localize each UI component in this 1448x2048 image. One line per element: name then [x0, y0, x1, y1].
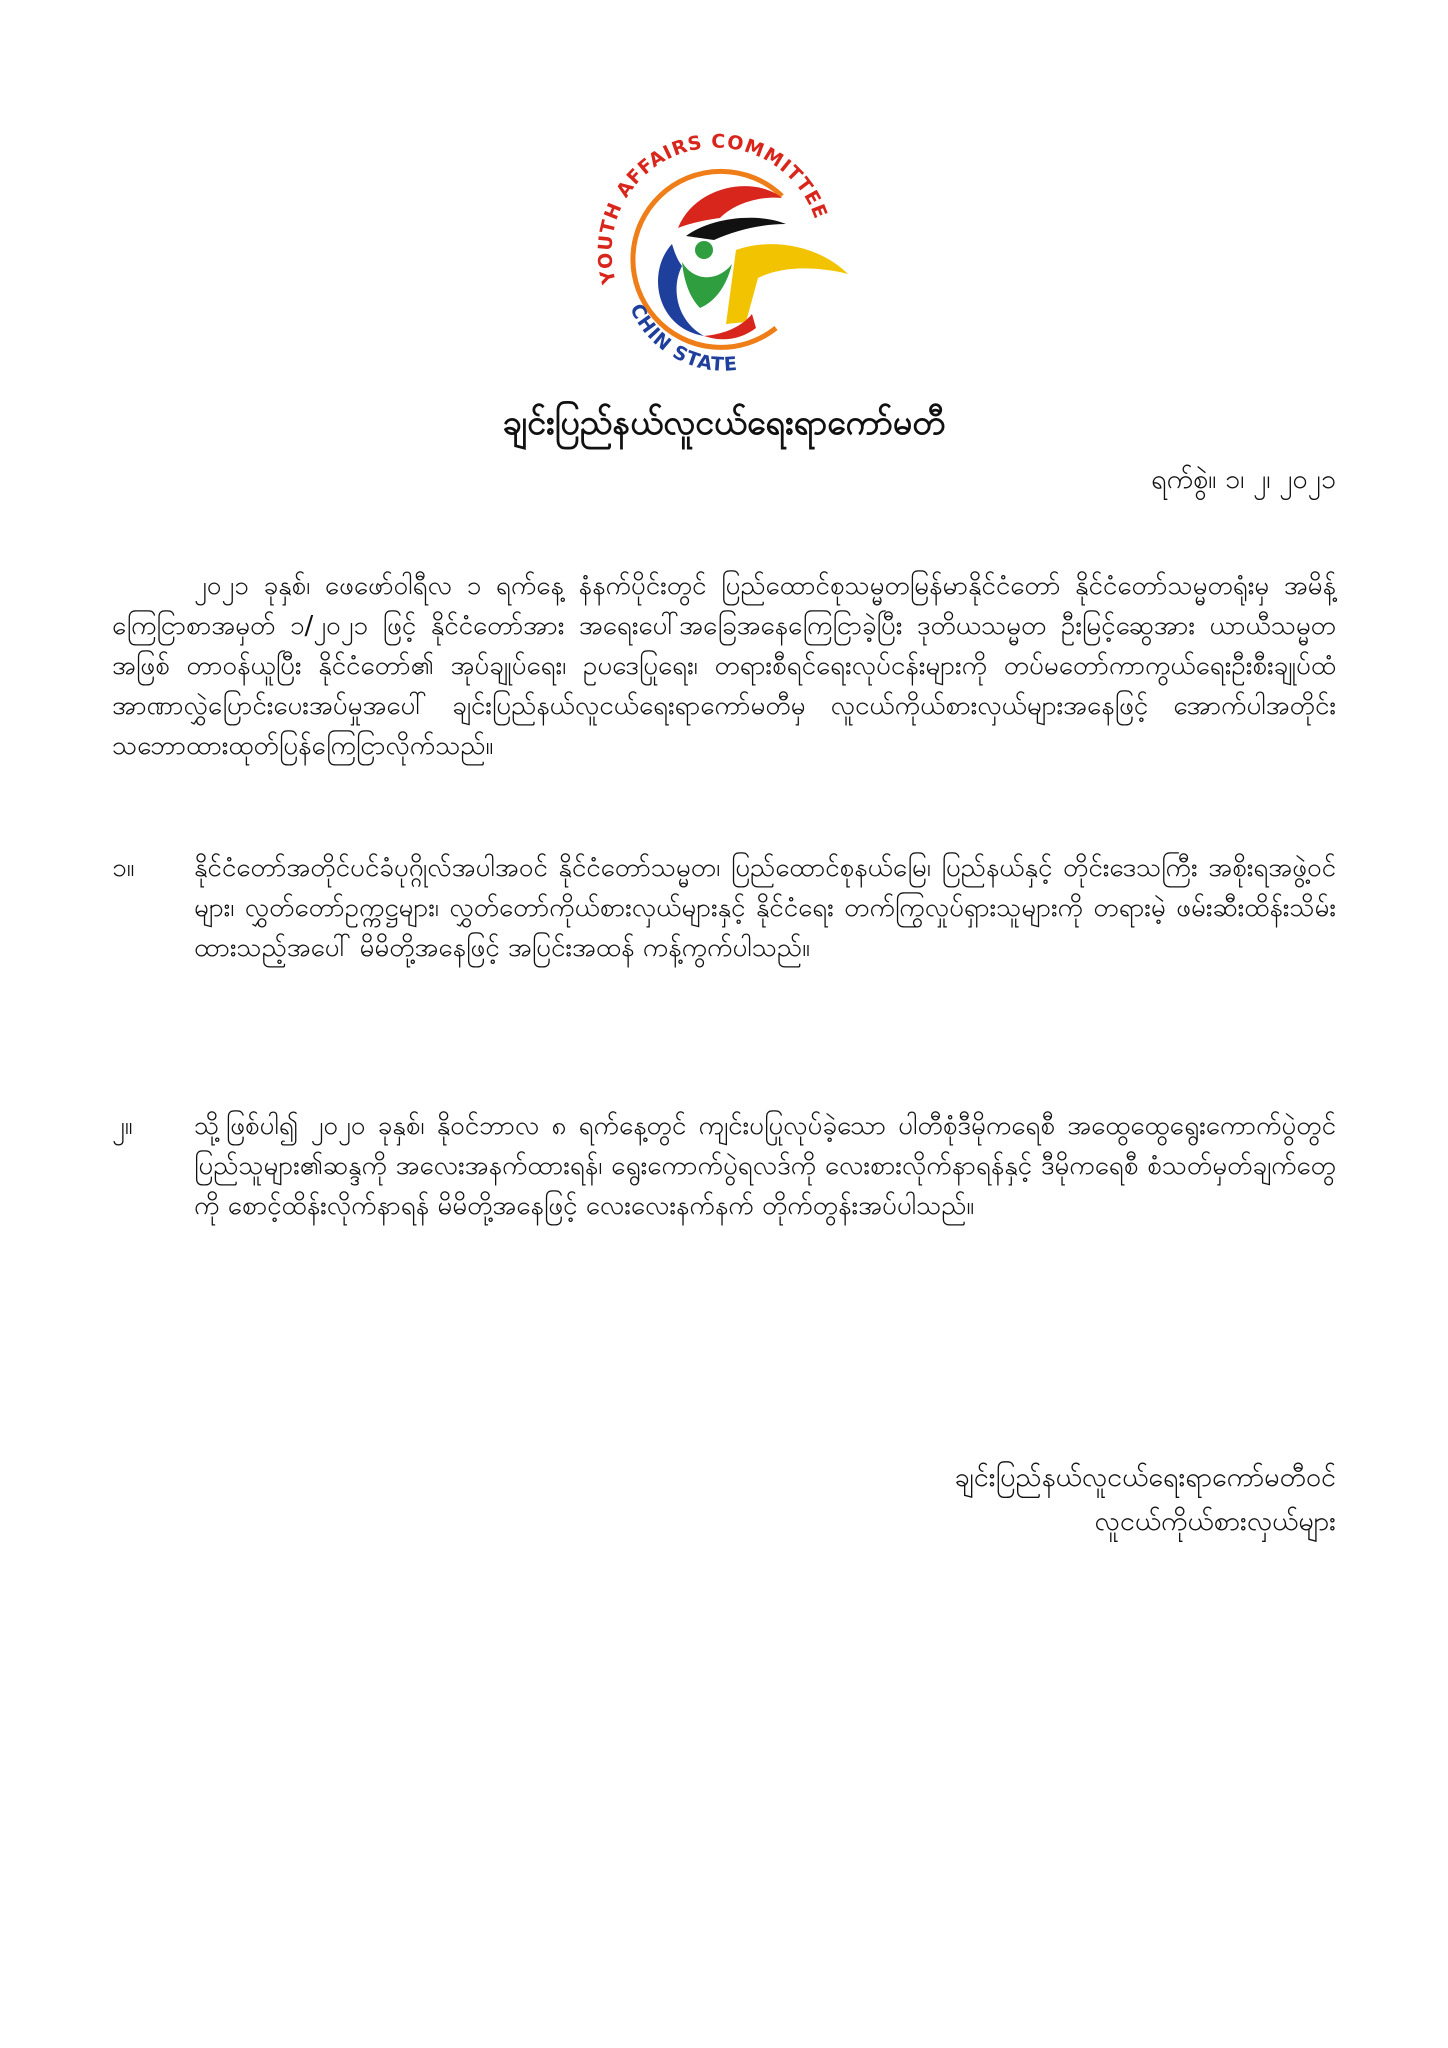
logo-arc-text-top: YOUTH AFFAIRS COMMITTEE: [594, 132, 832, 286]
item-text: သို့ဖြစ်ပါ၍ ၂၀၂၀ ခုနှစ်၊ နိုဝင်ဘာလ ၈ ရက်နေ့တွင် ကျင်းပပြုလုပ်ခဲ့သော ပါတီစုံဒီမိုကရေစီ အထွေထွေရွေးကောက်ပွဲတွင် ပြည်သူများ၏ဆန္ဒကို အလေးအနက်ထားရန်၊ ရွေးကောက်ပွဲရလဒ်ကို လေးစားလိုက်နာရန်နှင့် ဒီမိုကရေစီ စံသတ်မှတ်ချက်တွေကို စောင့်ထိန်းလိုက်နာရန် မိမိတို့အနေဖြင့် လေးလေးနက်နက် တိုက်တွန်းအပ်ပါသည်။: [194, 1111, 1336, 1221]
item-number: ၂။: [112, 1111, 133, 1141]
logo-yellow-beak: [726, 244, 848, 324]
logo-arc-text-bottom: CHIN STATE: [625, 300, 739, 376]
intro-paragraph: ၂၀၂၁ ခုနှစ်၊ ဖေဖော်ဝါရီလ ၁ ရက်နေ့ နံနက်ပိုင်းတွင် ပြည်ထောင်စုသမ္မတမြန်မာနိုင်ငံတော် နိုင်ငံတော်သမ္မတရုံးမှ အမိန့်ကြေငြာစာအမှတ် ၁/၂၀၂၁ ဖြင့် နိုင်ငံတော်အား အရေးပေါ်အခြေအနေကြေငြာခဲ့ပြီး ဒုတိယသမ္မတ ဦးမြင့်ဆွေအား ယာယီသမ္မတအဖြစ် တာဝန်ယူပြီး နိုင်ငံတော်၏ အုပ်ချုပ်ရေး၊ ဥပဒေပြုရေး၊ တရားစီရင်ရေးလုပ်ငန်းများကို တပ်မတော်ကာကွယ်ရေးဦးစီးချုပ်ထံ အာဏာလွှဲပြောင်းပေးအပ်မှုအပေါ် ချင်းပြည်နယ်လူငယ်ရေးရာကော်မတီမှ လူငယ်ကိုယ်စားလှယ်များအနေဖြင့် အောက်ပါအတိုင်း သဘောထားထုတ်ပြန်ကြေငြာလိုက်သည်။: [112, 571, 1336, 761]
statement-item-1: [112, 848, 1336, 968]
signature-line-1: ချင်းပြည်နယ်လူငယ်ရေးရာကော်မတီဝင်: [954, 1462, 1336, 1493]
statement-item-2: [112, 1106, 1336, 1226]
logo-green-figure: [682, 262, 732, 308]
chin-state-youth-affairs-committee-logo: [586, 132, 862, 382]
signature-block: [954, 1456, 1336, 1544]
item-number: ၁။: [112, 853, 135, 883]
logo-emblem: [586, 132, 862, 382]
page-title: ချင်းပြည်နယ်လူငယ်ရေးရာကော်မတီ: [502, 403, 946, 443]
logo-green-head: [695, 241, 713, 259]
signature-line-2: လူငယ်ကိုယ်စားလှယ်များ: [1094, 1506, 1336, 1537]
document-date: ရက်စွဲ။ ၁၊ ၂၊ ၂၀၂၁: [1151, 464, 1336, 495]
item-text: နိုင်ငံတော်အတိုင်ပင်ခံပုဂ္ဂိုလ်အပါအဝင် နိုင်ငံတော်သမ္မတ၊ ပြည်ထောင်စုနယ်မြေ၊ ပြည်နယ်နှင့် တိုင်းဒေသကြီး အစိုးရအဖွဲ့ဝင်များ၊ လွှတ်တော်ဥက္ကဋ္ဌများ၊ လွှတ်တော်ကိုယ်စားလှယ်များနှင့် နိုင်ငံရေး တက်ကြွလှုပ်ရှားသူများကို တရားမဲ့ ဖမ်းဆီးထိန်းသိမ်းထားသည့်အပေါ် မိမိတို့အနေဖြင့် အပြင်းအထန် ကန့်ကွက်ပါသည်။: [194, 853, 1336, 963]
